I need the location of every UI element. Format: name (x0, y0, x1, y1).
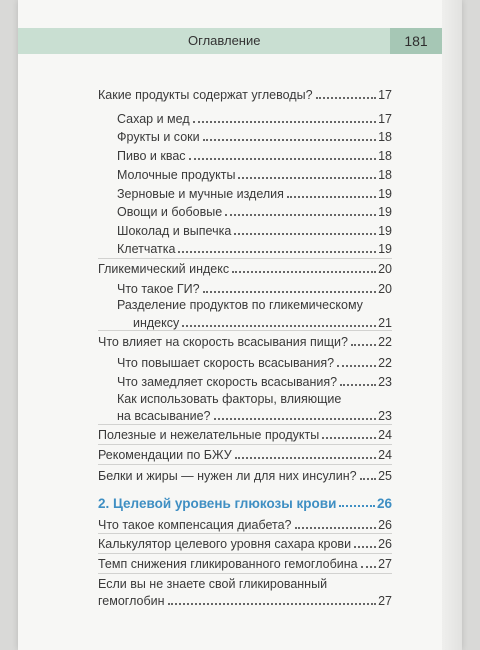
toc-entry-page: 27 (378, 594, 392, 608)
divider (98, 424, 392, 425)
toc-entry-label: Шоколад и выпечка (117, 224, 232, 238)
leader-dots (235, 457, 376, 459)
toc-entry (98, 469, 392, 484)
toc-entry (98, 594, 392, 609)
leader-dots (361, 566, 377, 568)
toc-entry-label: Гликемический индекс (98, 262, 230, 276)
leader-dots (214, 418, 377, 420)
toc-entry-label: гемоглобин (98, 594, 165, 608)
toc-entry-page: 24 (378, 428, 392, 442)
toc-entry (98, 537, 392, 552)
toc-entry-page: 18 (378, 149, 392, 163)
toc-entry-page: 24 (378, 448, 392, 462)
toc-entry-label: Что влияет на скорость всасывания пищи? (98, 335, 348, 349)
header-title: Оглавление (188, 33, 261, 48)
toc-entry-label: Что такое компенсация диабета? (98, 518, 292, 532)
toc-entry-page: 23 (378, 409, 392, 423)
toc-entry (98, 557, 392, 572)
toc-entry-label: Пиво и квас (117, 149, 186, 163)
toc-entry-page: 20 (378, 282, 392, 296)
toc-entry (117, 130, 392, 145)
divider (98, 553, 392, 554)
toc-entry (117, 242, 392, 257)
toc-entry-label: Фрукты и соки (117, 130, 200, 144)
toc-entry-line1 (117, 392, 387, 407)
toc-entry-page: 25 (378, 469, 392, 483)
toc-entry (98, 88, 392, 103)
toc-entry-label: Что повышает скорость всасывания? (117, 356, 335, 370)
toc-entry-page: 26 (378, 518, 392, 532)
toc-entry (117, 224, 392, 239)
leader-dots (340, 384, 376, 386)
leader-dots (225, 214, 376, 216)
toc-entry-label: Клетчатка (117, 242, 176, 256)
toc-entry-page: 27 (378, 557, 392, 571)
toc-entry-label: Полезные и нежелательные продукты (98, 428, 320, 442)
toc-entry-page: 19 (378, 205, 392, 219)
toc-entry-label: Молочные продукты (117, 168, 236, 182)
divider (98, 464, 392, 465)
toc-entry (117, 356, 392, 371)
toc-chapter-label: 2. Целевой уровень глюкозы крови (98, 496, 337, 511)
toc-entry-label: Какие продукты содержат углеводы? (98, 88, 313, 102)
toc-entry-page: 21 (378, 316, 392, 330)
divider (98, 258, 392, 259)
leader-dots (354, 546, 376, 548)
toc-entry-page: 17 (378, 112, 392, 126)
leader-dots (193, 121, 376, 123)
toc-entry-label: Калькулятор целевого уровня сахара крови (98, 537, 352, 551)
toc-entry (117, 409, 392, 424)
leader-dots (316, 97, 377, 99)
toc-entry-page: 23 (378, 375, 392, 389)
toc-entry-label: Как использовать факторы, влияющие (117, 392, 342, 406)
toc-entry-page: 18 (378, 130, 392, 144)
leader-dots (178, 251, 376, 253)
toc-entry (98, 335, 392, 350)
toc-entry (117, 112, 392, 127)
toc-entry-label: Зерновые и мучные изделия (117, 187, 284, 201)
toc-entry-label: Темп снижения гликированного гемоглобина (98, 557, 358, 571)
toc-entry-line1 (117, 298, 387, 313)
toc-entry-label: Разделение продуктов по гликемическому (117, 298, 363, 312)
toc-entry-page: 19 (378, 242, 392, 256)
divider (98, 330, 392, 331)
toc-entry-page: 20 (378, 262, 392, 276)
toc-entry-page: 18 (378, 168, 392, 182)
running-header (18, 28, 442, 54)
toc-entry-label: Сахар и мед (117, 112, 190, 126)
leader-dots (238, 177, 376, 179)
divider (98, 573, 392, 574)
toc-entry-page: 19 (378, 224, 392, 238)
toc-entry (98, 262, 392, 277)
toc-entry-label: Если вы не знаете свой гликированный (98, 577, 328, 591)
toc-entry-page: 22 (378, 335, 392, 349)
toc-chapter-entry (98, 496, 392, 511)
toc-entry (117, 149, 392, 164)
toc-entry-page: 17 (378, 88, 392, 102)
toc-entry-line1 (98, 577, 388, 592)
toc-entry-label: индексу (133, 316, 180, 330)
leader-dots (337, 365, 376, 367)
toc-entry (117, 187, 392, 202)
toc-entry-label: Что замедляет скорость всасывания? (117, 375, 338, 389)
toc-entry (98, 448, 392, 463)
toc-entry (98, 428, 392, 443)
toc-entry-page: 19 (378, 187, 392, 201)
toc-entry (117, 282, 392, 297)
leader-dots (182, 325, 376, 327)
leader-dots (322, 437, 376, 439)
toc-entry (117, 168, 392, 183)
toc-entry-page: 26 (378, 537, 392, 551)
toc-entry (133, 316, 392, 331)
leader-dots (339, 505, 375, 507)
leader-dots (234, 233, 376, 235)
leader-dots (168, 603, 377, 605)
leader-dots (351, 344, 376, 346)
leader-dots (203, 291, 377, 293)
leader-dots (295, 527, 377, 529)
toc-entry-label: Рекомендации по БЖУ (98, 448, 232, 462)
leader-dots (232, 271, 376, 273)
toc-entry (117, 205, 392, 220)
toc-entry-page: 22 (378, 356, 392, 370)
divider (98, 533, 392, 534)
header-page-number: 181 (390, 28, 442, 54)
toc-entry-page: 26 (376, 496, 392, 511)
book-page (18, 0, 462, 650)
toc-entry (117, 375, 392, 390)
leader-dots (189, 158, 377, 160)
toc-entry-label: на всасывание? (117, 409, 211, 423)
leader-dots (287, 196, 376, 198)
leader-dots (360, 478, 377, 480)
toc-entry (98, 518, 392, 533)
toc-entry-label: Что такое ГИ? (117, 282, 200, 296)
page-gutter-shadow (442, 0, 462, 650)
leader-dots (203, 139, 376, 141)
toc-entry-label: Овощи и бобовые (117, 205, 223, 219)
divider (98, 444, 392, 445)
toc-entry-label: Белки и жиры — нужен ли для них инсулин? (98, 469, 357, 483)
